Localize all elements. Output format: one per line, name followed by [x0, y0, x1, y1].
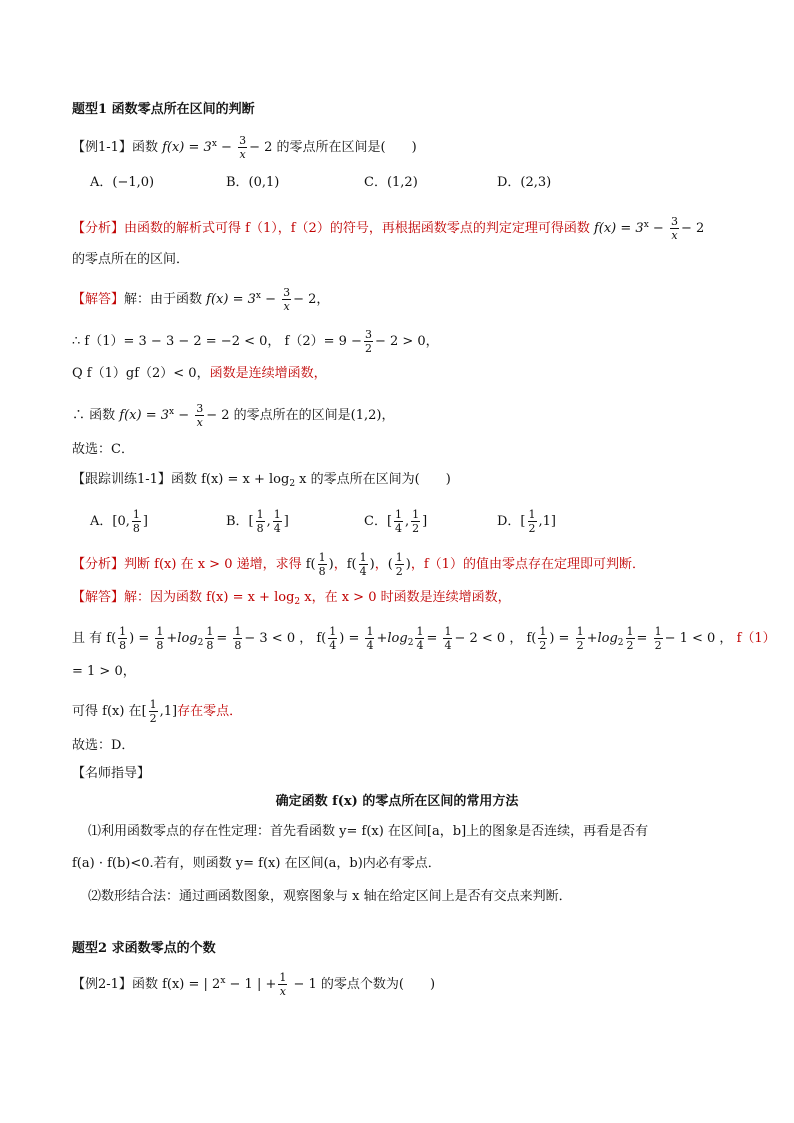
example-tag: 【例1-1】	[72, 140, 132, 155]
training-choice-d: D．[ $\frac{1}{2}$ ,1]	[497, 508, 556, 535]
training-answer-2: 且 有 f( $\frac{1}{8}$ ) = $\frac{1}{8}$ $+\log_2$ $\frac{1}{8}$ = $\frac{1}{8}$ − 3 < 0 ， f( $\frac{1}{4}$ ) = $\frac{1}{4}$ $+\log_2$ $\frac{1}{4}$ = $\frac{1}{4}$ − 2 < 0 ， f( $\frac{1}{2}$ ) = $\frac{1}{2}$ $+\log_2$ $\frac{1}{2}$ = $\frac{1}{2}$ − 1 < 0 ， f（1）	[72, 625, 776, 652]
tip-p1: ⑴利用函数零点的存在性定理：首先看函数 y= f(x) 在区间[a，b]上的图象是否连续，再看是否有	[88, 824, 649, 839]
choice-b: B．(0,1)	[226, 175, 280, 190]
section-title-1: 题型1 函数零点所在区间的判断	[72, 102, 255, 117]
training-answer-1: 【解答】解：因为函数 $f(x) = x + \log_2 x$，在 x > 0 时函数是连续增函数，	[72, 590, 511, 607]
training-answer-3: = 1 > 0，	[72, 664, 136, 679]
training-choice-c: C．[ $\frac{1}{4}$ , $\frac{1}{2}$ ]	[364, 508, 428, 535]
tip-tag: 【名师指导】	[72, 766, 151, 781]
tip-p2: ⑵数形结合法：通过画函数图象，观察图象与 x 轴在给定区间上是否有交点来判断．	[88, 889, 572, 904]
tip-p1b: f(a) · f(b)<0.若有，则函数 y= f(x) 在区间(a，b)内必有零点．	[72, 856, 441, 871]
training-1-1-stem: 【跟踪训练1-1】函数 $f(x) = x + \log_2 x$ 的零点所在区间为( )	[72, 472, 451, 489]
example-2-1-stem: 【例2-1】函数 f(x) = | $2^x - 1$ | + $\frac{1}{x}$ − 1 的零点个数为( )	[72, 971, 436, 998]
answer-line-4: ∴ 函数 $f(x) = 3^x$ − $\frac{3}{x}$ − 2 的零点所在的区间是(1,2)，	[72, 402, 395, 429]
choice-c: C．(1,2)	[364, 175, 418, 190]
section-title-2: 题型2 求函数零点的个数	[72, 941, 216, 956]
answer-line-2: ∴ f（1）= 3 − 3 − 2 = −2 < 0， f（2）= 9 − $\frac{3}{2}$ − 2 > 0，	[72, 328, 439, 355]
answer-line-3: Q f（1）gf（2）< 0，函数是连续增函数，	[72, 366, 327, 381]
training-answer-4: 可得 f(x) 在[ $\frac{1}{2}$ ,1]存在零点．	[72, 698, 243, 725]
training-choice-b: B．[ $\frac{1}{8}$ , $\frac{1}{4}$ ]	[226, 508, 289, 535]
analysis-line-2: 的零点所在的区间．	[72, 252, 190, 267]
answer-tag: 【解答】	[72, 292, 125, 307]
training-tag: 【跟踪训练1-1】	[72, 472, 171, 487]
choice-d: D．(2,3)	[497, 175, 552, 190]
example-1-1-stem: 【例1-1】函数 $f(x) = 3^x$ − $\frac{3}{x}$ − 2 的零点所在区间是( )	[72, 134, 417, 161]
training-analysis: 【分析】判断 f(x) 在 x > 0 递增，求得 f( $\frac{1}{8}$ )，f( $\frac{1}{4}$ )，( $\frac{1}{2}$ )，f（1）的值由零点存在定理即可判断．	[72, 551, 645, 578]
answer-choose: 故选：C．	[72, 442, 134, 457]
fraction: $\frac{3}{x}$	[239, 134, 247, 161]
training-choice-a: A．[0, $\frac{1}{8}$ ]	[90, 508, 148, 535]
answer-line-1: 【解答】解：由于函数 $f(x) = 3^x$ − $\frac{3}{x}$ − 2，	[72, 286, 330, 313]
choice-a: A．(−1,0)	[90, 175, 155, 190]
tip-title: 确定函数 f(x) 的零点所在区间的常用方法	[275, 794, 519, 809]
analysis-line: 【分析】由函数的解析式可得 f（1），f（2）的符号，再根据函数零点的判定定理可得函数 $f(x) = 3^x$ − $\frac{3}{x}$ − 2	[72, 215, 705, 242]
analysis-tag: 【分析】	[72, 221, 125, 236]
training-choose: 故选：D．	[72, 738, 135, 753]
